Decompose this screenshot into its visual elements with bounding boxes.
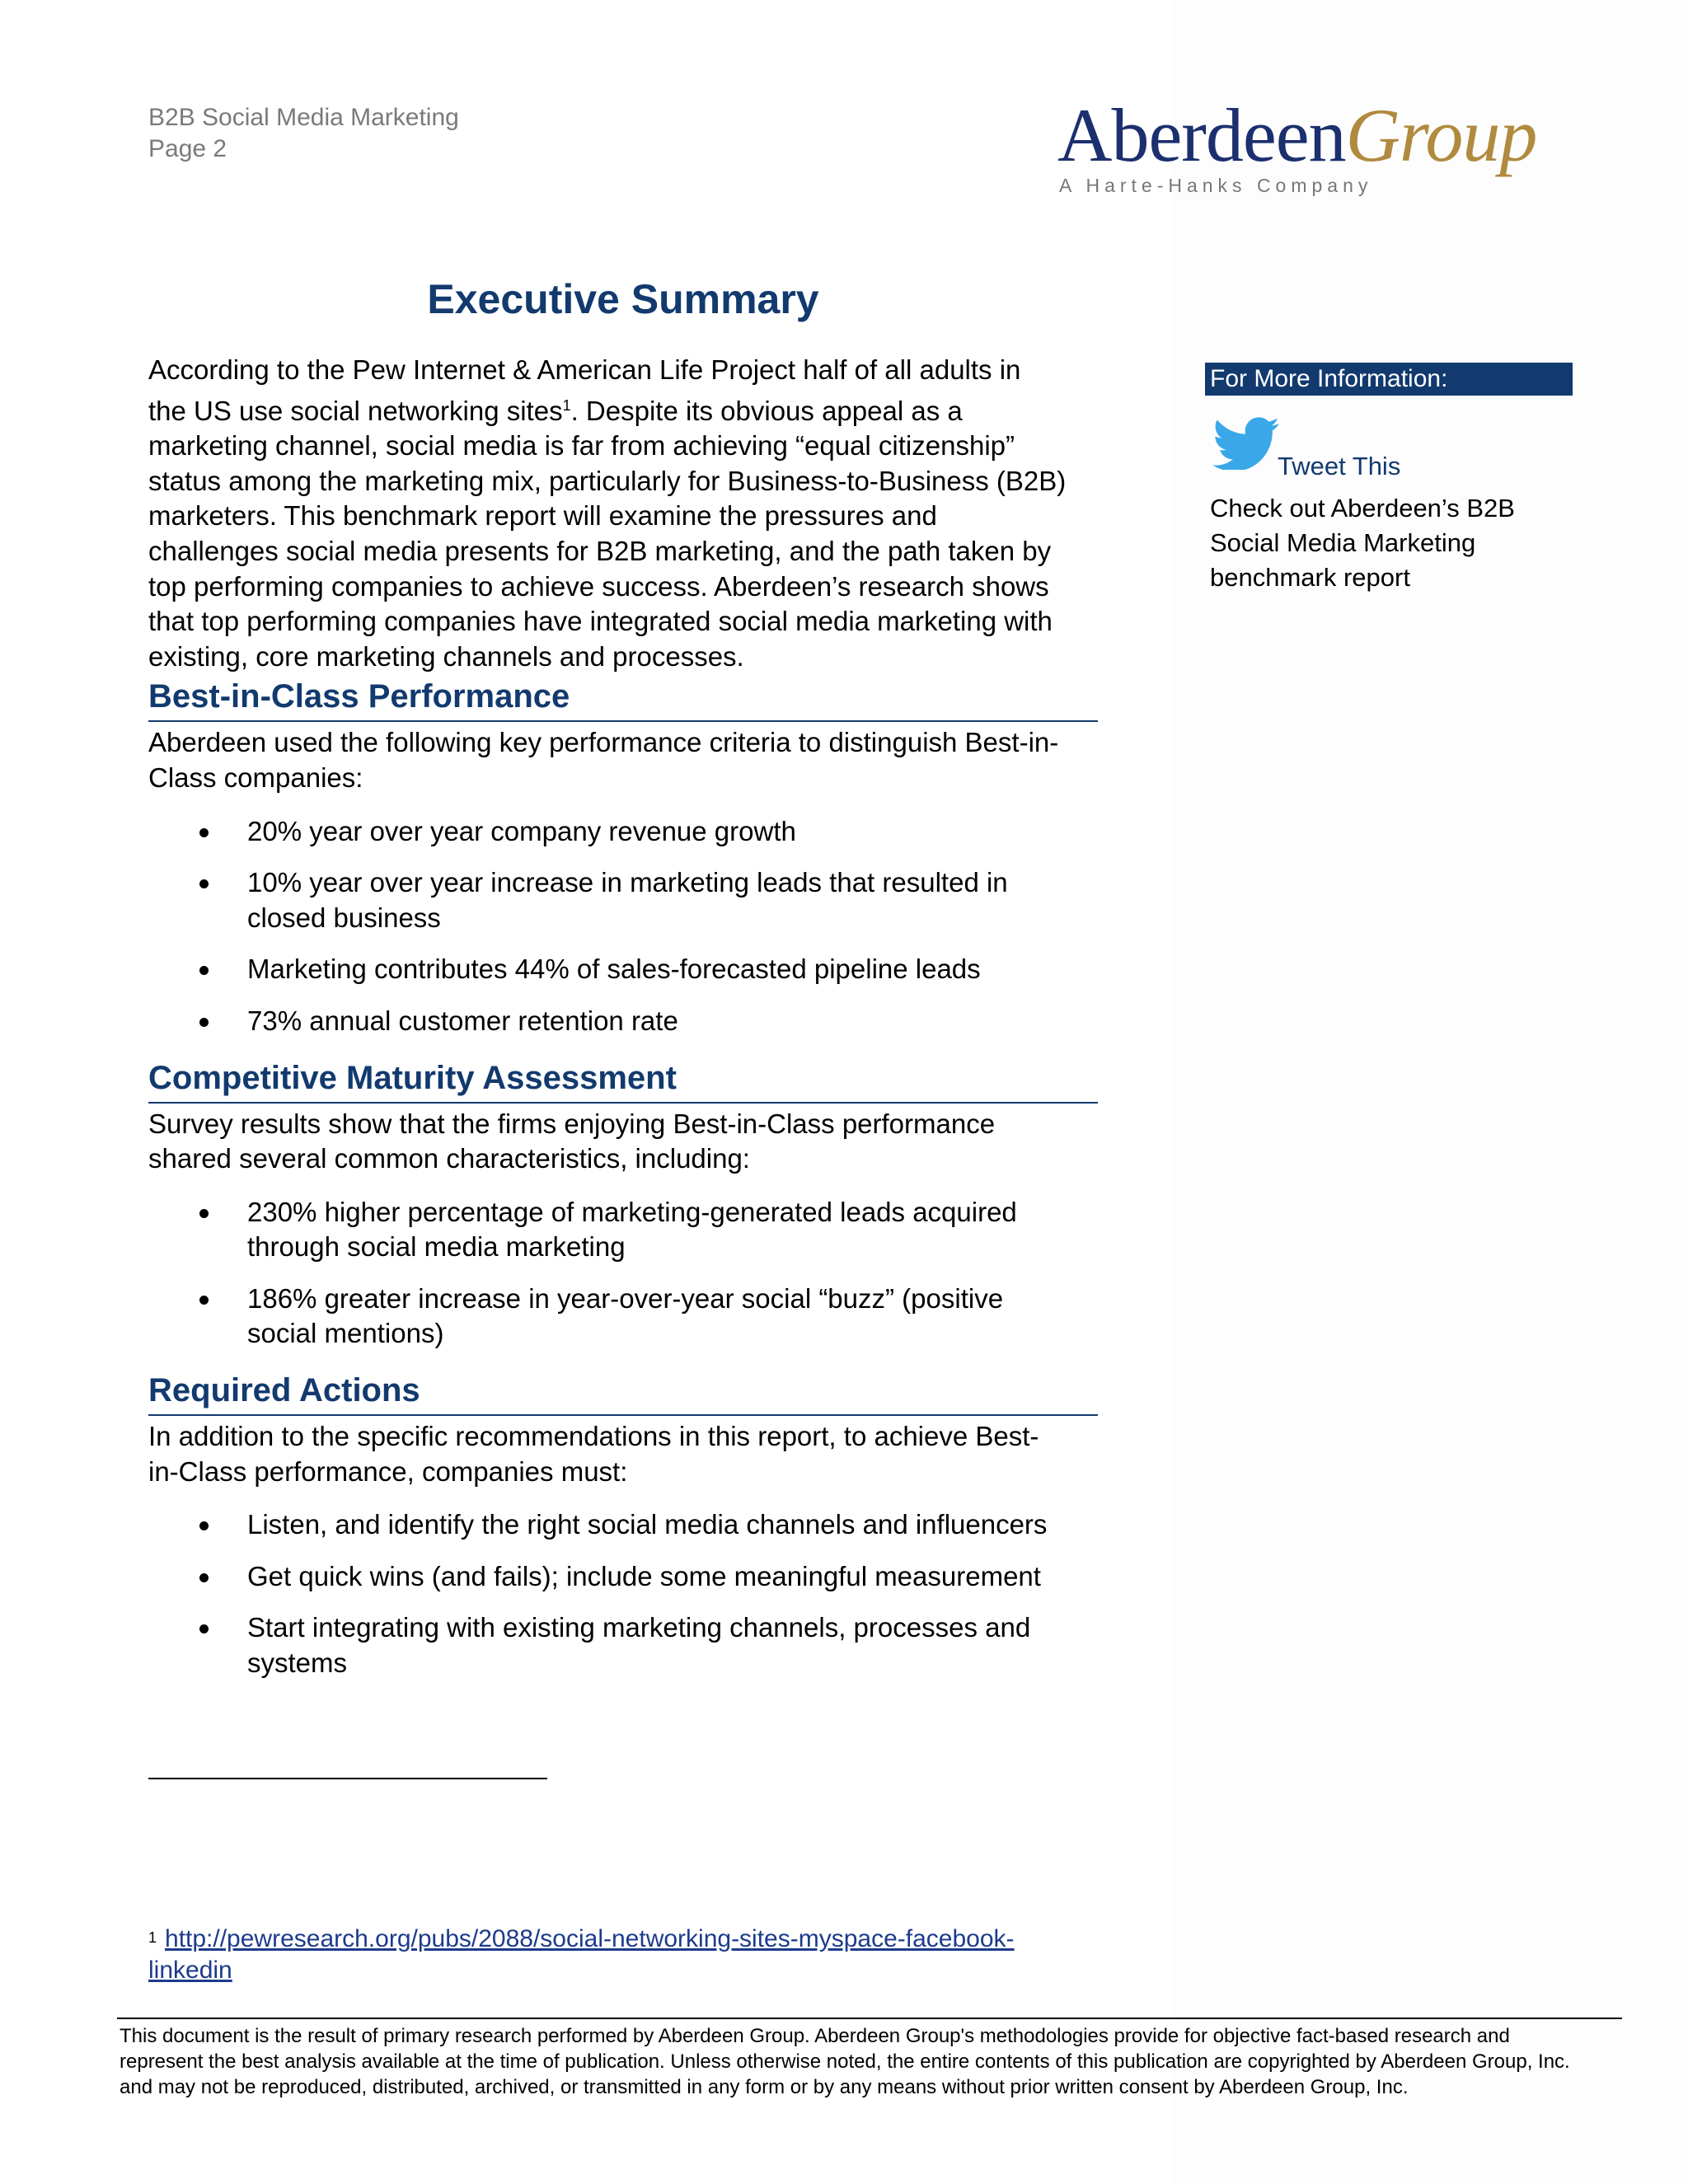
running-header [148,102,459,165]
list-item-line: 10% year over year increase in marketing leads that resulted in [247,867,1008,898]
list-item [247,1282,1098,1352]
doc-title: B2B Social Media Marketing [148,104,459,131]
bullet-icon [199,1521,209,1530]
bullet-icon [199,879,209,888]
legal-disclaimer [120,2023,1628,2100]
tweet-this-label[interactable]: Tweet This [1278,452,1401,480]
list-item-line: through social media marketing [247,1231,626,1263]
intro-line: status among the marketing mix, particularly for Business-to-Business (B2B) [148,465,1067,496]
section-line: Aberdeen used the following key performance criteria to distinguish Best-in- [148,727,1059,758]
aberdeen-logo [1057,93,1537,197]
list-item-line: Marketing contributes 44% of sales-forecasted pipeline leads [247,954,981,985]
list-item [247,1559,1098,1595]
bullet-icon [199,966,209,975]
footnote-line [148,1955,1080,1986]
list-item-line: 20% year over year company revenue growth [247,815,796,846]
intro-paragraph [148,353,1098,674]
bullet-icon [199,1296,209,1305]
bullet-list [148,814,1098,1039]
section-paragraph [148,725,1098,795]
section-line: shared several common characteristics, including: [148,1143,750,1174]
bullet-icon [199,1624,209,1633]
list-item [247,865,1098,935]
intro-line: top performing companies to achieve success. Aberdeen’s research shows [148,570,1049,602]
list-item-line: social mentions) [247,1318,444,1349]
logo-tagline: A Harte-Hanks Company [1059,175,1373,196]
sidebar [1205,363,1573,595]
section-line: Survey results show that the firms enjoying Best-in-Class performance [148,1108,996,1139]
list-item-line: systems [247,1647,348,1679]
bullet-icon [199,828,209,837]
list-item [247,1610,1098,1680]
logo-name-accent: Group [1345,93,1537,177]
bullet-icon [199,1018,209,1027]
sidebar-text [1205,491,1573,595]
list-item-line: Listen, and identify the right social media channels and influencers [247,1509,1048,1540]
footnote-number: 1 [148,1929,157,1946]
sidebar-heading: For More Information: [1205,363,1573,396]
logo-name-main: Aberdeen [1057,93,1346,177]
intro-line [148,388,1098,429]
page-label: Page 2 [148,135,227,162]
section-line: in-Class performance, companies must: [148,1455,628,1487]
footnote-marker[interactable]: 1 [562,396,571,414]
list-item-line: Start integrating with existing marketing channels, processes and [247,1612,1031,1643]
section-line: Class companies: [148,762,363,793]
list-item-line: closed business [247,902,441,933]
intro-line: that top performing companies have integrated social media marketing with [148,606,1053,637]
tweet-this-link[interactable] [1205,401,1573,491]
legal-line: represent the best analysis available at the time of publication. Unless otherwise noted, the entire contents of this publication are copyrighted by Aberdeen Group, Inc. [120,2050,1570,2073]
section-heading-best-in-class: Best-in-Class Performance [148,674,1098,722]
intro-line: existing, core marketing channels and processes. [148,640,744,672]
intro-line: marketers. This benchmark report will examine the pressures and [148,500,937,532]
intro-line: According to the Pew Internet & American Life Project half of all adults in [148,354,1021,385]
footer-divider [117,2018,1622,2019]
sidebar-text-line: Check out Aberdeen’s B2B [1210,494,1515,523]
list-item-line: 186% greater increase in year-over-year social “buzz” (positive [247,1282,1004,1314]
sidebar-text-line: benchmark report [1210,563,1410,592]
list-item [247,814,1098,850]
bullet-icon [199,1209,209,1218]
legal-line: and may not be reproduced, distributed, archived, or transmitted in any form or by any means without prior written consent by Aberdeen Group, Inc. [120,2076,1409,2098]
list-item [247,952,1098,987]
bullet-list [148,1507,1098,1680]
intro-line-text: the US use social networking sites [148,395,563,426]
intro-line-text: . Despite its obvious appeal as a [570,395,963,426]
footnote-line [148,1924,1080,1955]
section-heading-required-actions: Required Actions [148,1368,1098,1416]
list-item-line: Get quick wins (and fails); include some meaningful measurement [247,1560,1041,1591]
footnote-link-continuation[interactable]: linkedin [148,1957,232,1984]
twitter-bird-icon[interactable] [1210,417,1281,474]
list-item-line: 73% annual customer retention rate [247,1005,678,1036]
list-item-line: 230% higher percentage of marketing-generated leads acquired [247,1196,1017,1227]
sidebar-background [1170,0,1688,2184]
main-column [148,272,1098,1698]
logo-wordmark [1057,93,1537,177]
legal-line: This document is the result of primary research performed by Aberdeen Group. Aberdeen Group's methodologies provide for objective fact-based research and [120,2025,1510,2047]
section-line: In addition to the specific recommendations in this report, to achieve Best- [148,1421,1039,1452]
list-item [247,1195,1098,1265]
section-heading-competitive-maturity: Competitive Maturity Assessment [148,1056,1098,1104]
footnote [148,1924,1080,1986]
list-item [247,1507,1098,1543]
section-paragraph [148,1419,1098,1489]
bullet-list [148,1195,1098,1352]
page-title: Executive Summary [427,276,819,322]
section-paragraph [148,1107,1098,1177]
intro-line: challenges social media presents for B2B marketing, and the path taken by [148,535,1052,566]
intro-line: marketing channel, social media is far from achieving “equal citizenship” [148,430,1015,462]
footnote-link[interactable]: http://pewresearch.org/pubs/2088/social-networking-sites-myspace-facebook- [165,1925,1015,1952]
bullet-icon [199,1573,209,1582]
sidebar-text-line: Social Media Marketing [1210,528,1476,557]
list-item [247,1004,1098,1039]
footnote-divider [148,1778,547,1779]
